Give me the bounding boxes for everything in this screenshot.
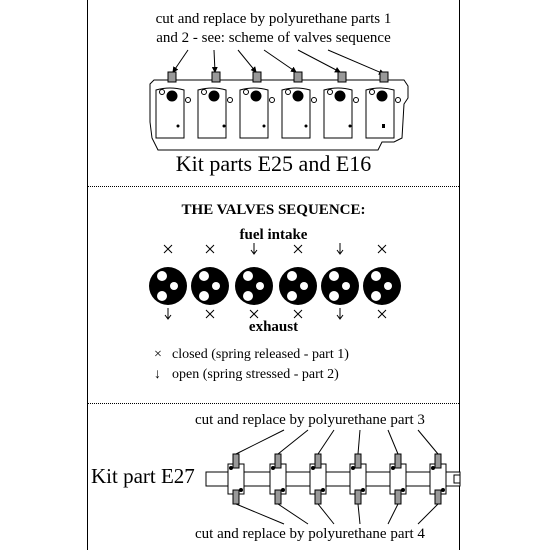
part3-piece <box>395 454 401 468</box>
leader-line-bottom <box>358 504 360 524</box>
valve-bottom-2-closed-marker <box>206 310 214 318</box>
valve-top-6-closed-marker <box>378 245 386 253</box>
legend-open-text: open (spring stressed - part 2) <box>172 367 339 382</box>
bolt <box>431 466 435 470</box>
intake-port <box>199 271 209 281</box>
center-port <box>212 282 220 290</box>
valve-top-3-open-marker <box>251 243 257 254</box>
center-port <box>342 282 350 290</box>
part4-piece <box>315 490 321 504</box>
leader-line-bottom <box>418 504 438 524</box>
bolt <box>401 488 405 492</box>
legend-closed-text: closed (spring released - part 1) <box>172 347 349 362</box>
bottom-label-bottom: cut and replace by polyurethane part 4 <box>195 526 425 542</box>
intake-port <box>329 271 339 281</box>
exhaust-port <box>157 291 167 301</box>
bolt <box>361 488 365 492</box>
valve-top-1-closed-marker <box>164 245 172 253</box>
bolt <box>239 488 243 492</box>
cylinder-3 <box>235 267 273 305</box>
valve-top-4-closed-marker <box>294 245 302 253</box>
valve-bottom-1-open-marker <box>165 308 171 319</box>
leader-line <box>298 50 340 72</box>
valve-top-5-open-marker <box>337 243 343 254</box>
leader-line-bottom <box>236 504 284 524</box>
cylinder-4 <box>279 267 317 305</box>
bolt <box>229 466 233 470</box>
cylinder-1 <box>149 267 187 305</box>
intake-port <box>157 271 167 281</box>
leader-line <box>238 50 256 72</box>
cylinder-6 <box>363 267 401 305</box>
leader-line <box>264 50 296 72</box>
bolt <box>281 488 285 492</box>
bolt <box>321 488 325 492</box>
part3-piece <box>275 454 281 468</box>
part4-piece <box>233 490 239 504</box>
leader-line-top <box>358 430 360 454</box>
valve-top-2-closed-marker <box>206 245 214 253</box>
top-panel <box>88 0 459 186</box>
top-kit-title: Kit parts E25 and E16 <box>175 151 372 176</box>
valves-sequence-heading: THE VALVES SEQUENCE: <box>181 202 366 218</box>
exhaust-port <box>287 291 297 301</box>
valve-bottom-4-closed-marker <box>294 310 302 318</box>
exhaust-port <box>371 291 381 301</box>
leader-line-bottom <box>278 504 308 524</box>
bolt <box>271 466 275 470</box>
exhaust-port <box>243 291 253 301</box>
part4-piece <box>355 490 361 504</box>
leader-line-bottom <box>388 504 398 524</box>
middle-panel <box>88 187 459 403</box>
exhaust-port <box>199 291 209 301</box>
leader-line-top <box>418 430 438 454</box>
center-port <box>256 282 264 290</box>
bolt <box>311 466 315 470</box>
part3-piece <box>315 454 321 468</box>
intake-port <box>287 271 297 281</box>
exhaust-label: exhaust <box>248 319 299 335</box>
cylinder-head <box>150 72 408 150</box>
part4-piece <box>395 490 401 504</box>
top-instruction-line1: cut and replace by polyurethane parts 1 <box>155 11 392 27</box>
exhaust-port <box>329 291 339 301</box>
shaft-end <box>454 475 460 483</box>
part3-piece <box>233 454 239 468</box>
leader-line <box>214 50 215 72</box>
leader-line-top <box>318 430 334 454</box>
part4-piece <box>275 490 281 504</box>
bolt <box>441 488 445 492</box>
leader-line-top <box>236 430 284 454</box>
leader-line-bottom <box>318 504 334 524</box>
bottom-label-top: cut and replace by polyurethane part 3 <box>195 412 425 428</box>
bottom-kit-title: Kit part E27 <box>91 464 195 488</box>
leader-line-top <box>278 430 308 454</box>
part3-piece <box>355 454 361 468</box>
leader-line <box>173 50 188 72</box>
legend-open <box>154 367 339 383</box>
center-port <box>384 282 392 290</box>
intake-port <box>243 271 253 281</box>
center-port <box>300 282 308 290</box>
fuel-intake-label: fuel intake <box>239 227 308 243</box>
leader-line-top <box>388 430 398 454</box>
part3-piece <box>435 454 441 468</box>
bolt <box>391 466 395 470</box>
top-instruction-line2: and 2 - see: scheme of valves sequence <box>156 30 391 46</box>
legend-closed <box>154 347 349 363</box>
center-port <box>170 282 178 290</box>
top-leader-lines <box>173 50 384 74</box>
legend-closed-symbol: × <box>154 347 162 362</box>
legend-open-symbol: ↓ <box>154 367 161 382</box>
cylinder-2 <box>191 267 229 305</box>
valve-bottom-3-closed-marker <box>250 310 258 318</box>
valve-bottom-6-closed-marker <box>378 310 386 318</box>
part4-piece <box>435 490 441 504</box>
intake-port <box>371 271 381 281</box>
valve-bottom-5-open-marker <box>337 308 343 319</box>
bolt <box>351 466 355 470</box>
cylinder-5 <box>321 267 359 305</box>
